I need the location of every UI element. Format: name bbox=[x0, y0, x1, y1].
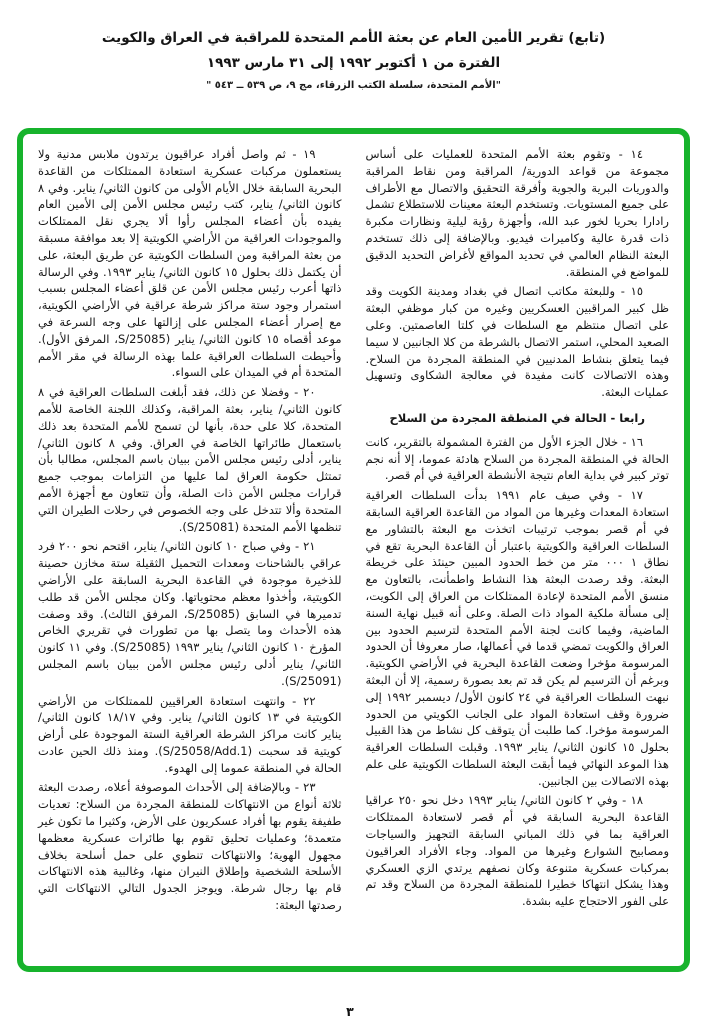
paragraph: ٢١ - وفي صباح ١٠ كانون الثاني/ يناير، اقتحم نحو ٢٠٠ فرد عراقي بالشاحنات ومعدات التحميل الثقيلة ستة مخازن حصينة للذخيرة موجودة في القاعدة البحرية السابقة على الأراضي الكويتية، وأخذوا معظم محتوياتها. وكان مجلس الأمن قد طلب تدميرها في السابق (S/25085، المرفق الثالث). وقد وصفت هذه الأحداث وما يتصل بها من تطورات في تقريري الخاص المؤرخ ١٠ كانون الثاني/ يناير ١٩٩٣ (S/25085). وفي ١١ كانون الثاني/ يناير أدلى رئيس مجلس الأمن ببيان باسم المجلس (S/25091). bbox=[38, 539, 342, 688]
paragraph: ١٨ - وفي ٢ كانون الثاني/ يناير ١٩٩٣ دخل نحو ٢٥٠ عراقيا القاعدة البحرية السابقة في أم قصر لاستعادة الممتلكات العراقية بما في ذلك المباني السابقة التجهيز والسياجات ومصابيح الشوارع وغيرها من المواد. وجاء الأفراد العراقيون بمركبات عسكرية متنوعة وكان نصفهم يرتدي الزي العسكري وهذا يشكل انتهاكا خطيرا للمنطقة المجردة من السلاح وقد تم على الفور الاحتجاج عليه بشدة. bbox=[365, 793, 669, 909]
two-column-layout bbox=[38, 146, 669, 956]
document-header bbox=[0, 0, 707, 91]
column-left bbox=[38, 146, 342, 956]
paragraph: ١٩ - ثم واصل أفراد عراقيون يرتدون ملابس مدنية ولا يستعملون مركبات عسكرية استعادة الممتلكات من القاعدة البحرية السابقة خلال الأيام الأولى من كانون الثاني/ يناير. وفي ٨ كانون الثاني/ يناير، كتب رئيس مجلس الأمن إلى الأمين العام يفيده بأن أعضاء المجلس رأوا ألا يجري نقل الممتلكات والموجودات العراقية من الأراضي الكويتية إلا بعد موافقة مسبقة من بعثة المراقبة ومن السلطات الكويتية عن طريق البعثة، على أن يكتمل ذلك بحلول ١٥ كانون الثاني/ يناير ١٩٩٣. وفي الرسالة ذاتها أعرب رئيس مجلس الأمن عن قلق أعضاء المجلس بسبب استمرار وجود ستة مراكز شرطة عراقية في الأراضي الكويتية، مع إصرار أعضاء المجلس على إزالتها على وجه السرعة في موعد أقصاه ١٥ كانون الثاني/ يناير (S/25085، المرفق الأول). وأحيطت السلطات العراقية علما بهذه الرسالة في مقر الأمم المتحدة أم في الميدان على السواء. bbox=[38, 147, 342, 380]
paragraph: ١٦ - خلال الجزء الأول من الفترة المشمولة بالتقرير، كانت الحالة في المنطقة المجردة من السلاح هادئة عموما، إلا أنه نجم توتر كبير في بداية العام نتيجة الأنشطة العراقية في أم قصر. bbox=[365, 434, 669, 483]
document-source-line: "الأمم المتحدة، سلسلة الكتب الزرقاء، مج ٩، ص ٥٣٩ ــ ٥٤٣ " bbox=[206, 80, 501, 91]
document-title-line1: (تابع) تقرير الأمين العام عن بعثة الأمم المتحدة للمراقبة في العراق والكويت bbox=[101, 30, 606, 46]
paragraph: ٢٣ - وبالإضافة إلى الأحداث الموصوفة أعلاه، رصدت البعثة ثلاثة أنواع من الانتهاكات للمنطقة المجردة من السلاح: تعديات طفيفة يقوم بها أفراد عسكريون على الأرض، وكثيرا ما تكون غير متعمدة؛ وعمليات تحليق تقوم بها طائرات عسكرية معظمها مجهول الهوية؛ والانتهاكات تنطوي على حمل أسلحة بخلاف الأسلحة الشخصية وإطلاق النيران منها، وغالبية هذه الانتهاكات قام بها رجال شرطة. ويوجز الجدول التالي الانتهاكات التي رصدتها البعثة: bbox=[38, 780, 342, 913]
paragraph: ٢٢ - وانتهت استعادة العراقيين للممتلكات من الأراضي الكويتية في ١٣ كانون الثاني/ يناير. وفي ١٨/١٧ كانون الثاني/ يناير كانت مراكز الشرطة العراقية الستة الموجودة على أراض كويتية قد سحبت (S/25058/Add.1). ومنذ ذلك الحين عادت الحالة في المنطقة عموما إلى الهدوء. bbox=[38, 693, 342, 775]
paragraph: ١٥ - وللبعثة مكاتب اتصال في بغداد ومدينة الكويت وقد ظل كبير المراقبين العسكريين وغيره من كبار موظفي البعثة على اتصال منتظم مع السلطات في كلتا العاصمتين. وعلى الصعيد المحلي، استمر الاتصال بالشرطة من كلا الجانبين لا سيما فيما يتعلق بنشاط المدنيين في المنطقة المجردة من السلاح. وهذه الاتصالات كانت مفيدة في معالجة الشكاوى وتسهيل عمليات البعثة. bbox=[365, 284, 669, 400]
document-title-line2: الفترة من ١ أكتوبر ١٩٩٢ إلى ٣١ مارس ١٩٩٣ bbox=[206, 55, 501, 71]
page-footer bbox=[0, 990, 707, 1036]
paragraph: ٢٠ - وفضلا عن ذلك، فقد أبلغت السلطات العراقية في ٨ كانون الثاني/ يناير، بعثة المراقبة، وكذلك اللجنة الخاصة للأمم المتحدة، كلا على حدة، بأنها لن تسمح للأمم المتحدة بعد ذلك باستعمال طائراتها الخاصة في العراق. وفي ٨ كانون الثاني/ يناير، أدلى رئيس مجلس الأمن ببيان باسم المجلس، مطالبا بأن تمتثل حكومة العراق لما عليها من التزامات بموجب جميع قرارات مجلس الأمن ذات الصلة، وأن تتعاون مع أجهزة الأمم المتحدة وألا تتدخل على وجه الخصوص في رحلات الطيران التي تنظمها الأمم المتحدة (S/25081). bbox=[38, 385, 342, 534]
content-border-box bbox=[17, 128, 690, 972]
paragraph: ١٤ - وتقوم بعثة الأمم المتحدة للعمليات على أساس مجموعة من قواعد الدورية/ المراقبة ومن نقاط المراقبة والدوريات البرية والجوية وأفرقة التحقيق والاتصال مع الأطراف على جميع المستويات. وتستخدم البعثة معينات للاستطلاع تشمل رادارا بحريا لخور عبد الله، وأجهزة رؤية ليلية ونظارات مكبرة ذات قدرة عالية وكاميرات فيديو. وبالإضافة إلى ذلك تستخدم البعثة النظام العالمي في تحديد المواقع لأغراض التحديد الدقيق للمواضع في المنطقة. bbox=[365, 147, 669, 279]
column-right bbox=[366, 146, 670, 956]
page-number: ٣ bbox=[346, 1004, 354, 1019]
paragraph: ١٧ - وفي صيف عام ١٩٩١ بدأت السلطات العراقية استعادة المعدات وغيرها من المواد من القاعدة العراقية السابقة في أم قصر بموجب ترتيبات اتخذت مع البعثة بالتشاور مع السلطات العراقية والكويتية باعتبار أن القاعدة البحرية تقع في نطاق ١ ٠٠٠ متر من خط الحدود المبين حينئذ على خريطة البعثة. وقد رصدت البعثة هذا النشاط واطمأنت، بالتعاون مع منسق الأمم المتحدة لإعادة الممتلكات من العراق إلى الكويت، إلى مسألة ملكية المواد ذات الصلة. وعلى أنه قبيل نهاية السنة الماضية، وفيما كانت لجنة الأمم المتحدة لترسيم الحدود بين العراق والكويت تمضي قدما في أعمالها، صار معروفا أن الحدود المرسومة مؤخرا وضعت القاعدة البحرية في الأراضي الكويتية. وبرغم أن الترسيم لم يكن قد تم بعد بصورة رسمية، إلا أن البعثة نبهت السلطات العراقية في ٢٤ كانون الأول/ ديسمبر ١٩٩٢ إلى ضرورة وقف استعادة المواد على الجانب الكويتي من الحدود المرسومة مؤخرا. كما طلبت أن يتوقف كل نشاط من هذا القبيل بحلول ١٥ كانون الثاني/ يناير ١٩٩٣. وقبلت السلطات العراقية هذا الموعد النهائي فيما أبقت البعثة السلطات الكويتية على علم بهذه الاتصالات بين الجانبين. bbox=[365, 488, 669, 788]
section-heading: رابعا - الحالة في المنطقة المجردة من السلاح bbox=[389, 410, 645, 425]
